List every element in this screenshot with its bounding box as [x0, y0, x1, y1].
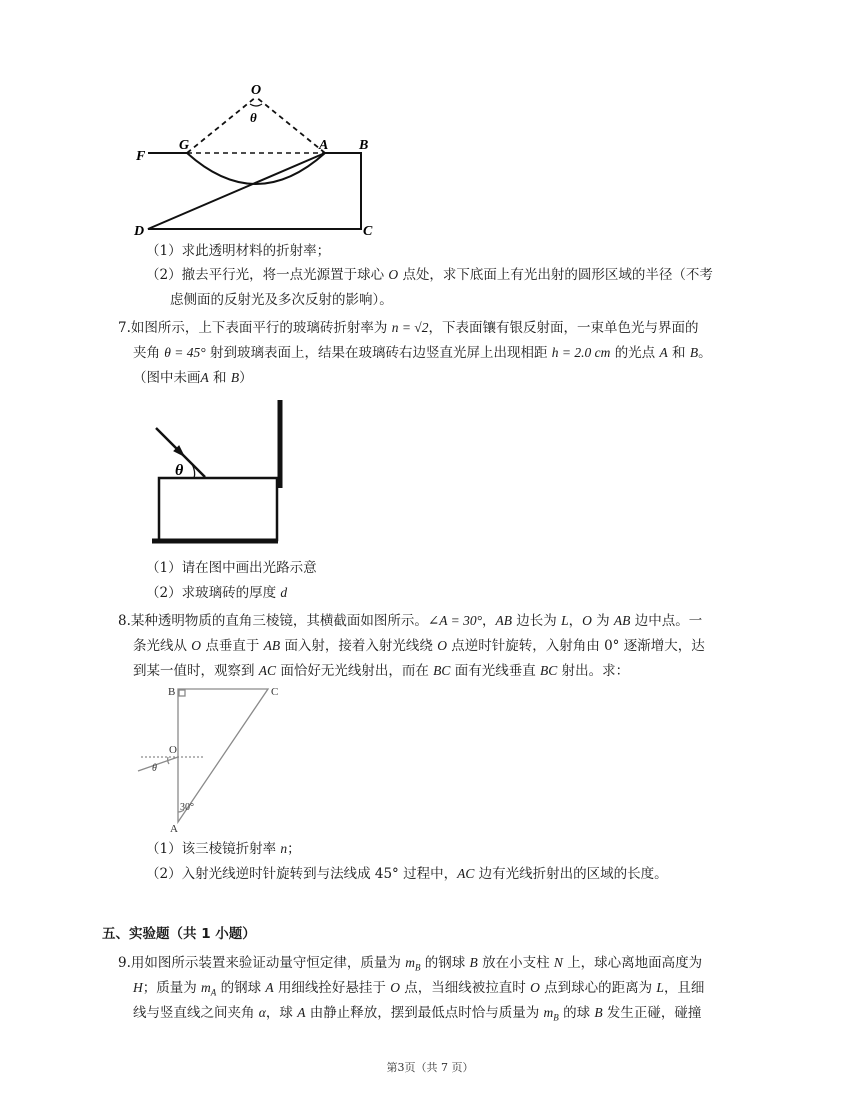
fig8-label-theta: θ: [152, 763, 157, 774]
q9-line3: 线与竖直线之间夹角 α，球 A 由静止释放，摆到最低点时恰与质量为 $m_B$ 的球 B 发生正碰，碰撞: [133, 1005, 702, 1023]
fig8-label-C: C: [271, 686, 279, 698]
fig6-label-theta: θ: [250, 110, 257, 125]
q8-line3: 到某一值时，观察到 AC 面恰好无光线射出，而在 BC 面有光线垂直 BC 射出。求：: [133, 663, 630, 679]
q6-part1: （1）求此透明材料的折射率；: [146, 243, 331, 259]
fig6-label-O: O: [251, 83, 262, 98]
q6-part2-line1: （2）撤去平行光，将一点光源置于球心 O 点处，求下底面上有光出射的圆形区域的半径（不考: [146, 267, 713, 283]
q7-part1: （1）请在图中画出光路示意: [146, 560, 317, 576]
fig8-label-O: O: [169, 744, 177, 756]
fig6-label-D: D: [134, 224, 145, 239]
q8-part1: （1）该三棱镜折射率 n；: [146, 841, 301, 857]
q7-line3: （图中未画A 和 B）: [133, 370, 253, 386]
q6-part2-line2: 虑侧面的反射光及多次反射的影响）。: [170, 292, 393, 308]
q7-line1: 7.如图所示，上下表面平行的玻璃砖折射率为 n = √2，下表面镶有银反射面，一束单色光与界面的: [118, 320, 699, 336]
fig8-right-angle-mark: [179, 690, 185, 696]
fig7-label-theta: θ: [175, 462, 184, 479]
fig8-incident-ray: [138, 757, 178, 771]
fig6-label-C: C: [363, 224, 373, 239]
fig8-label-A: A: [170, 823, 178, 835]
q8-line1: 8.某种透明物质的直角三棱镜，其横截面如图所示。∠A = 30°，AB 边长为 L，O 为 AB 边中点。一: [118, 613, 703, 629]
q8-part2: （2）入射光线逆时针旋转到与法线成 45° 过程中，AC 边有光线折射出的区域的长度。: [146, 866, 668, 882]
fig6-label-B: B: [359, 138, 369, 153]
fig8-label-B: B: [168, 686, 176, 698]
fig6-label-A: A: [319, 138, 329, 153]
page-footer: 第3页（共 7 页）: [386, 1061, 474, 1074]
q7-line2: 夹角 θ = 45° 射到玻璃表面上，结果在玻璃砖右边竖直光屏上出现相距 h = 2.0 cm 的光点 A 和 B。: [133, 345, 712, 361]
fig8-label-30: 30°: [180, 802, 194, 813]
q9-line1: 9.用如图所示装置来验证动量守恒定律，质量为 $m_B$ 的钢球 B 放在小支柱 N 上，球心离地面高度为: [118, 955, 703, 973]
section-5-heading: 五、实验题（共 1 小题）: [102, 926, 256, 942]
fig6-label-F: F: [136, 149, 146, 164]
q8-line2: 条光线从 O 点垂直于 AB 面入射，接着入射光线绕 O 点逆时针旋转，入射角由 0° 逐渐增大，达: [133, 638, 705, 654]
q7-part2: （2）求玻璃砖的厚度 d: [146, 585, 288, 601]
fig6-label-G: G: [179, 138, 190, 153]
q9-line2: H；质量为 $m_A$ 的钢球 A 用细线拴好悬挂于 O 点，当细线被拉直时 O 点到球心的距离为 L，且细: [133, 980, 705, 998]
